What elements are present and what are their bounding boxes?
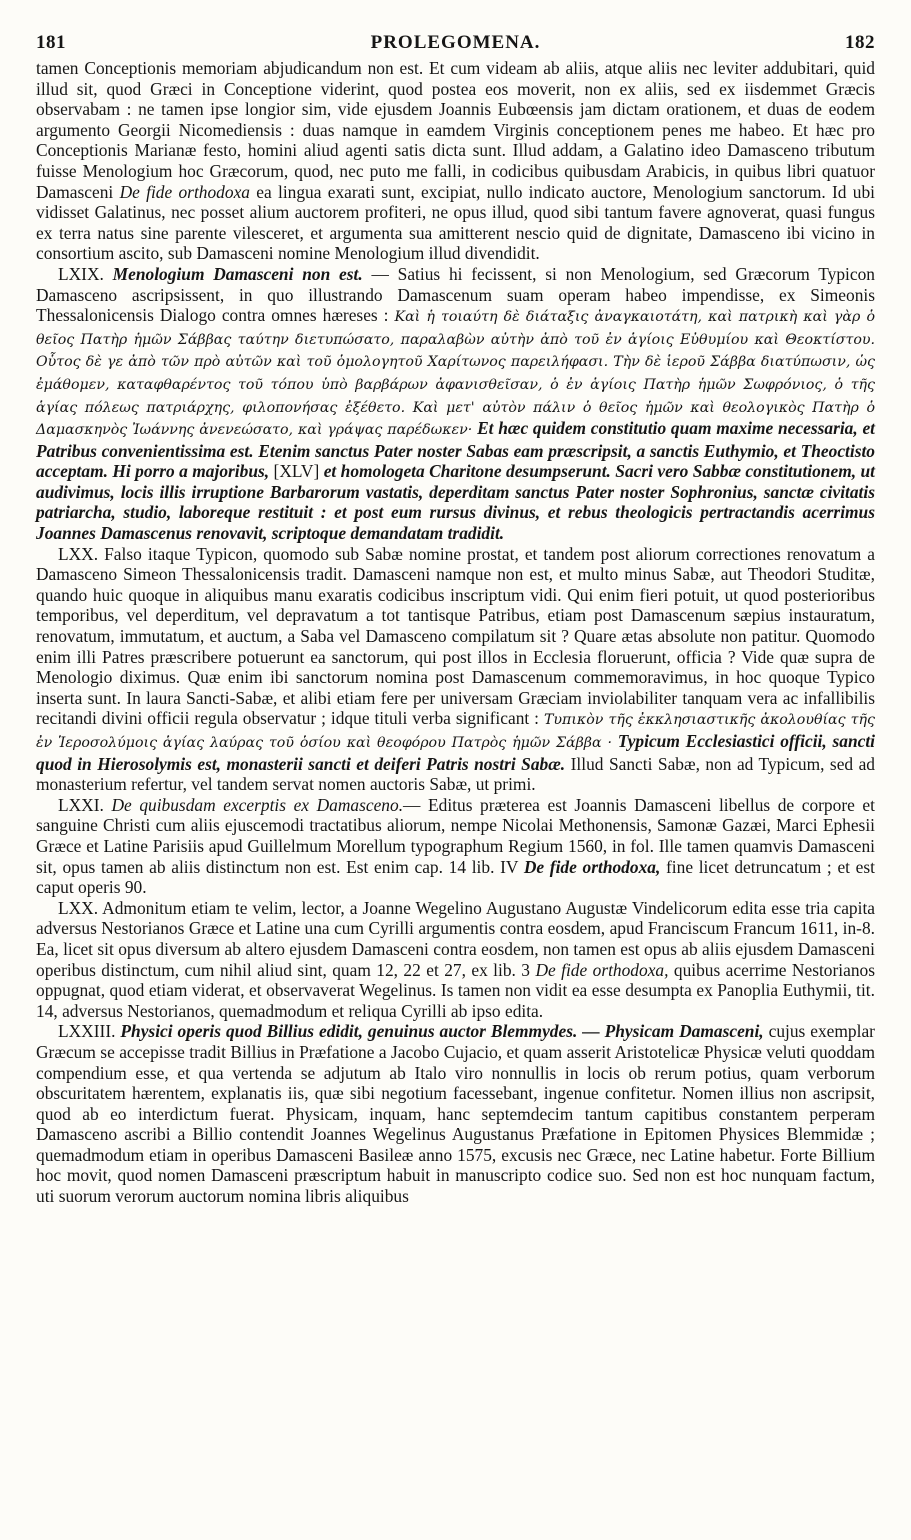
section-number: LXX. xyxy=(58,897,99,918)
running-header xyxy=(36,30,875,58)
text-body xyxy=(36,58,875,1207)
section-69: LXIX. Menologium Damasceni non est. — Satius hi fecissent, si non Menologium, sed Græcorum Typicon Damasceno ascripsissent, in quo illustrando Damascenum suam operam habeo impendisse, ex Simeonis Thessalonicensis Dialogo contra omnes hæreses : Καὶ ἡ τοιαύτη δὲ διάταξις ἀναγκαιοτάτη, καὶ πατρικὴ καὶ γὰρ ὁ θεῖος Πατὴρ ἡμῶν Σάββας ταύτην διετυπώσατο, παραλαβὼν αὐτὴν ἀπὸ τοῦ ἐν ἁγίοις Εὐθυμίου καὶ Θεοκτίστου. Οὗτος δὲ γε ἀπὸ τῶν πρὸ αὐτῶν καὶ τοῦ ὁμολογητοῦ Χαρίτωνος παρειλήφασι. Τὴν δὲ ἱεροῦ Σάββα διατύπωσιν, ὡς ἐμάθομεν, καταφθαρέντος τοῦ τόπου ὑπὸ βαρβάρων ἀφανισθεῖσαν, ὁ ἐν ἁγίοις Πατὴρ ἡμῶν Σωφρόνιος, ὁ τῆς ἁγίας πόλεως πατριάρχης, φιλοπονήσας ἐξέθετο. Καὶ μετ' αὐτὸν πάλιν ὁ θεῖος ἡμῶν καὶ θεολογικὸς Πατὴρ ὁ Δαμασκηνὸς Ἰωάννης ἀνενεώσατο, καὶ γράψας παρέδωκεν· Et hæc quidem constitutio quam maxime necessaria, et Patribus convenientissima est. Etenim sanctus Pater noster Sabas eam præscripsit, a sanctis Euthymio, et Theoctisto acceptam. Hi porro a majoribus, [XLV] et homologeta Charitone desumpserunt. Sacri vero Sabbæ constitutionem, ut audivimus, locis illis irruptione Barbarorum vastatis, deperditam sanctus Pater noster Sophronius, sanctæ civitatis patriarcha, studio, laboreque restituit : et post eum rursus divinus, et rebus theologicis pertractandis acerrimus Joannes Damascenus renovavit, scriptoque demandatam tradidit. xyxy=(36,263,876,544)
page-title: PROLEGOMENA. xyxy=(370,32,541,53)
latin-translation: Typicum Ecclesiastici officii, sancti quod in Hierosolymis est, monasterii sancti et deiferi Patris nostri Sabæ. xyxy=(36,731,875,774)
section-heading: Physici operis quod Billius edidit, genuinus auctor Blemmydes. xyxy=(120,1021,578,1042)
paragraph-continued: tamen Conceptionis memoriam abjudicandum non est. Et cum videam ab aliis, atque aliis nec leviter addubitari, quid illud sit, quod Græci in Conceptione viderint, quod postea eos moverit, non ex aliis, sed ex iisdemmet Græcis observabam : ne tamen ipse longior sim, vide ejusdem Joannis Eubœensis jam dictam orationem, et duas de eodem argumento Georgii Nicomediensis : duas namque in eamdem Virginis conceptionem penes me habeo. Et hæc pro Conceptionis Marianæ festo, homini aliud agenti satis dicta sunt. Illud addam, a Galatino ideo Damasceno tributum fuisse Menologium hoc Græcorum, quod, nec puto me falli, in codicibus quibusdam Arabicis, in quibus libri quatuor Damasceni De fide orthodoxa ea lingua exarati sunt, excipiat, nullo indicato auctore, Menologium sanctorum. Id ubi vidisset Galatinus, nec posset alium auctorem profiteri, ne opus illud, quod sibi tantum favere agnoverat, quasi fungus ex terra natus sine parente vilesceret, et argumenta sua amitterent nescio quid de dignitate, Damasceno ibi vicino in consortium ascito, sub Damasceni nomine Menologium illud divendidit. xyxy=(36,58,875,264)
section-number: LXX. xyxy=(58,543,99,564)
section-72: LXX. Admonitum etiam te velim, lector, a Joanne Wegelino Augustano Augustæ Vindelicorum edita esse tria capita adversus Nestorianos Græce et Latine una cum Cyrilli argumentis contra eosdem, apud Franciscum Francum 1611, in-8. Ea, licet sit opus diversum ab altero ejusdem Damasceni contra eosdem, non tamen est opus ab aliis ejusdem Damasceni operibus distinctum, cum nihil aliud sint, quam 12, 22 et 27, ex lib. 3 De fide orthodoxa, quibus acerrime Nestorianos oppugnat, quod etiam viderat, et observaverat Wegelinus. Is tamen non vidit ea esse desumpta ex Panoplia Euthymii, tit. 14, adversus Nestorianos, quemadmodum et reliqua Cyrilli ab ipso edita. xyxy=(36,897,875,1021)
page-number-left: 181 xyxy=(36,32,66,53)
page-number-right: 182 xyxy=(845,32,875,53)
greek-quotation: Τυπικὸν τῆς ἐκκλησιαστικῆς ἀκολουθίας τῆς ἐν Ἱεροσολύμοις ἁγίας λαύρας τοῦ ὁσίου καὶ θεοφόρου Πατρὸς ἡμῶν Σάββα · xyxy=(36,712,875,751)
cross-reference: [XLV] xyxy=(273,461,320,482)
section-number: LXXIII. xyxy=(58,1021,116,1042)
section-71: LXXI. De quibusdam excerptis ex Damasceno.— Editus præterea est Joannis Damasceni libellus de corpore et sanguine Christi cum aliis ejuscemodi tractatibus aliorum, nempe Nicolai Methonensis, Samonæ Gazæi, Marci Ephesii Græce et Latine Parisiis apud Guillelmum Morellum typographum Regium 1560, in fol. Ille tamen quamvis Damasceni sit, opus tamen ab aliis distinctum non est. Est enim cap. 14 lib. IV De fide orthodoxa, fine licet detruncatum ; et est caput operis 90. xyxy=(36,794,875,898)
section-heading: De quibusdam excerptis ex Damasceno. xyxy=(111,794,404,815)
latin-translation: Et hæc quidem constitutio quam maxime necessaria, et Patribus convenientissima est. Etenim sanctus Pater noster Sabas eam præscripsit, a sanctis Euthymio, et Theoctisto acceptam. Hi porro a majoribus, xyxy=(36,418,876,482)
section-70: LXX. Falso itaque Typicon, quomodo sub Sabæ nomine prostat, et tandem post aliorum correctiones renovatum a Damasceno Simeon Thessalonicensis tradit. Damasceni namque non est, et multo minus Sabæ, aut Theodori Studitæ, quando huic quoque in aliquibus manu exaratis codicibus inscriptum vidi. Qui enim fieri potuit, ut quod posterioribus temporibus, vel deperditum, vel depravatum a tot tantisque Patribus, etiam post Damascenum sæpius instauratum, renovatum, immutatum, et auctum, a Saba vel Damasceno compilatum sit ? Quare ætas absolute non patitur. Quomodo enim illi Patres præscribere potuerunt ea sanctorum, qui post illos in Ecclesia floruerunt, officia ? Vide quæ supra de Menologio diximus. Quæ enim ibi sanctorum nomina post Damascenum commemoravimus, in hoc quoque Typico inserta sunt. In laura Sancti-Sabæ, et alibi etiam fere per universam Græciam inviolabiliter tanquam vera ac infallibilis recitandi divini officii regula observatur ; idque tituli verba significant : Τυπικὸν τῆς ἐκκλησιαστικῆς ἀκολουθίας τῆς ἐν Ἱεροσολύμοις ἁγίας λαύρας τοῦ ὁσίου καὶ θεοφόρου Πατρὸς ἡμῶν Σάββα · Typicum Ecclesiastici officii, sancti quod in Hierosolymis est, monasterii sancti et deiferi Patris nostri Sabæ. Illud Sancti Sabæ, non ad Typicum, sed ad monasterium refertur, vel tandem servat nomen auctoris Sabæ, ut primi. xyxy=(36,543,875,795)
section-number: LXIX. xyxy=(58,263,104,284)
greek-quotation: Καὶ ἡ τοιαύτη δὲ διάταξις ἀναγκαιοτάτη, καὶ πατρικὴ καὶ γὰρ ὁ θεῖος Πατὴρ ἡμῶν Σάββας ταύτην διετυπώσατο, παραλαβὼν αὐτὴν ἀπὸ τοῦ ἐν ἁγίοις Εὐθυμίου καὶ Θεοκτίστου. Οὗτος δὲ γε ἀπὸ τῶν πρὸ αὐτῶν καὶ τοῦ ὁμολογητοῦ Χαρίτωνος παρειλήφασι. Τὴν δὲ ἱεροῦ Σάββα διατύπωσιν, ὡς ἐμάθομεν, καταφθαρέντος τοῦ τόπου ὑπὸ βαρβάρων ἀφανισθεῖσαν, ὁ ἐν ἁγίοις Πατὴρ ἡμῶν Σωφρόνιος, ὁ τῆς ἁγίας πόλεως πατριάρχης, φιλοπονήσας ἐξέθετο. Καὶ μετ' αὐτὸν πάλιν ὁ θεῖος ἡμῶν καὶ θεολογικὸς Πατὴρ ὁ Δαμασκηνὸς Ἰωάννης ἀνενεώσατο, καὶ γράψας παρέδωκεν· xyxy=(36,309,875,439)
section-number: LXXI. xyxy=(58,794,104,815)
section-heading: Menologium Damasceni non est. xyxy=(112,263,363,284)
section-73: LXXIII. Physici operis quod Billius edidit, genuinus auctor Blemmydes. — Physicam Damasceni, cujus exemplar Græcum se accepisse tradit Billius in Præfatione a Jacobo Cujacio, et quam asserit Aristotelicæ Physicæ veluti quoddam compendium esse, et qua vertenda se adjutum ab Italo viro nonnullis in locis ob rerum potius, quam verborum obscuritatem hærentem, explanatis iis, quæ sibi negotium facessebant, ingenue confitetur. Nomen illius non ascripsit, quod ab eo interdictum fuerat. Physicam, inquam, hanc septemdecim tantum capitibus constantem perperam Damasceno ascribi a Billio contendit Joannes Wegelinus Augustanus Præfatione in Epitomen Physices Blemmidæ ; quemadmodum etiam in operibus Damasceni Basileæ anno 1575, excusis nec Græce, nec Latine habetur. Forte Billium hoc movit, quod nomen Damasceni præscriptum habuit in manuscripto codice suo. Sed non est hoc nunquam factum, uti suorum verorum auctorum nomina libris aliquibus xyxy=(36,1021,875,1207)
